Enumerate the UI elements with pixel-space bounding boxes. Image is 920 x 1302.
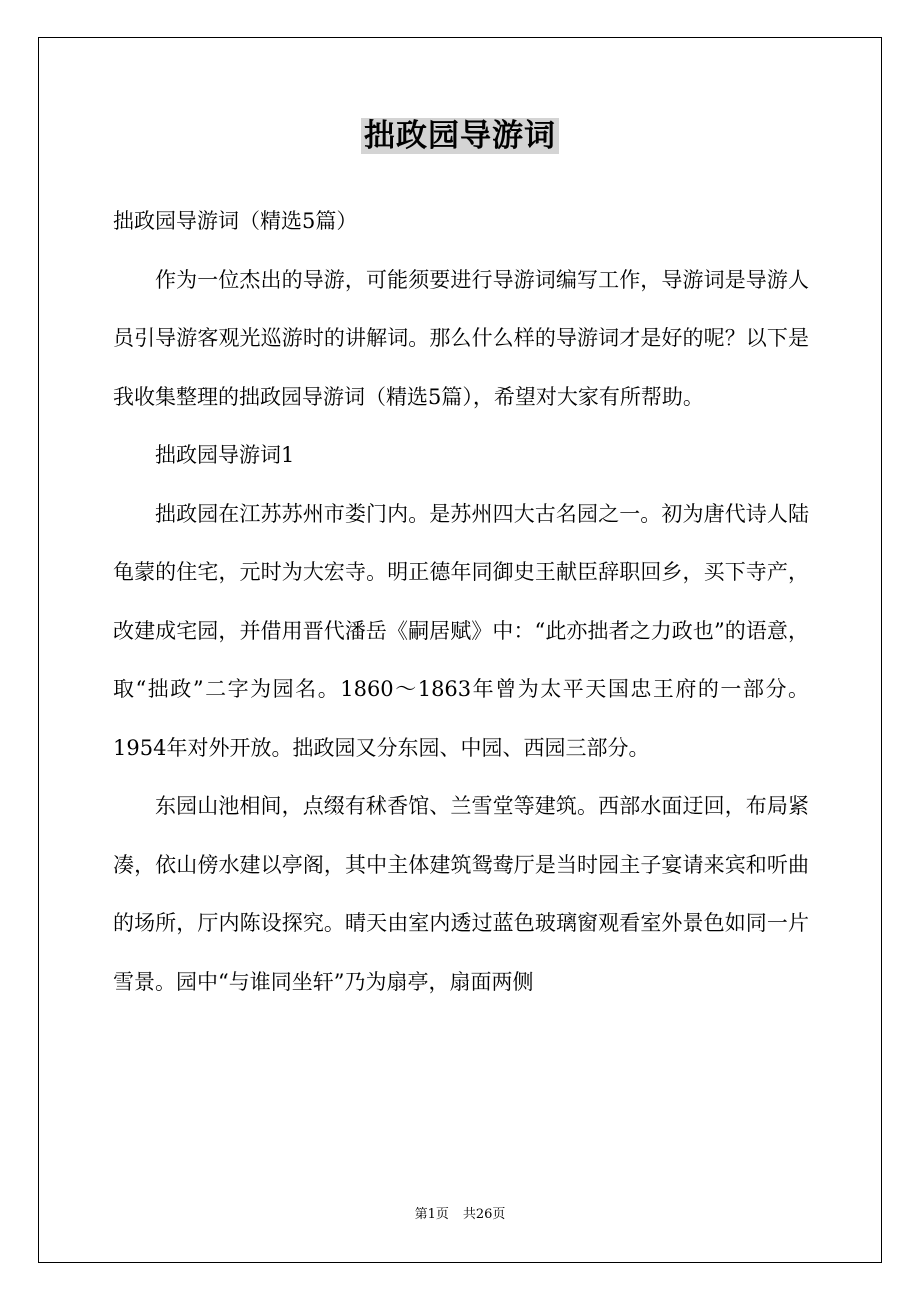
document-title-text: 拙政园导游词	[361, 118, 559, 154]
document-body	[113, 192, 809, 1011]
section-heading: 拙政园导游词1	[155, 443, 295, 467]
subtitle-paragraph: 拙政园导游词（精选5篇）	[113, 209, 358, 233]
body-paragraph: 东园山池相间，点缀有秫香馆、兰雪堂等建筑。西部水面迂回，布局紧凑，依山傍水建以亭阁，其中主体建筑鸳鸯厅是当时园主子宴请来宾和听曲的场所，厅内陈设探究。晴天由室内透过蓝色玻璃窗观看室外景色如同一片雪景。园中“与谁同坐轩”乃为扇亭，扇面两侧	[113, 794, 809, 994]
document-title	[0, 113, 920, 159]
page-number: 第1页	[414, 1207, 449, 1222]
intro-paragraph: 作为一位杰出的导游，可能须要进行导游词编写工作，导游词是导游人员引导游客观光巡游时的讲解词。那么什么样的导游词才是好的呢？以下是我收集整理的拙政园导游词（精选5篇），希望对大家有所帮助。	[113, 267, 809, 409]
page-total: 共26页	[462, 1207, 506, 1222]
page-footer	[0, 1206, 920, 1224]
body-paragraph: 拙政园在江苏苏州市娄门内。是苏州四大古名园之一。初为唐代诗人陆龟蒙的住宅，元时为大宏寺。明正德年同御史王献臣辞职回乡，买下寺产，改建成宅园，并借用晋代潘岳《嗣居赋》中：“此亦拙者之力政也”的语意，取“拙政”二字为园名。1860～1863年曾为太平天国忠王府的一部分。1954年对外开放。拙政园又分东园、中园、西园三部分。	[113, 501, 809, 760]
